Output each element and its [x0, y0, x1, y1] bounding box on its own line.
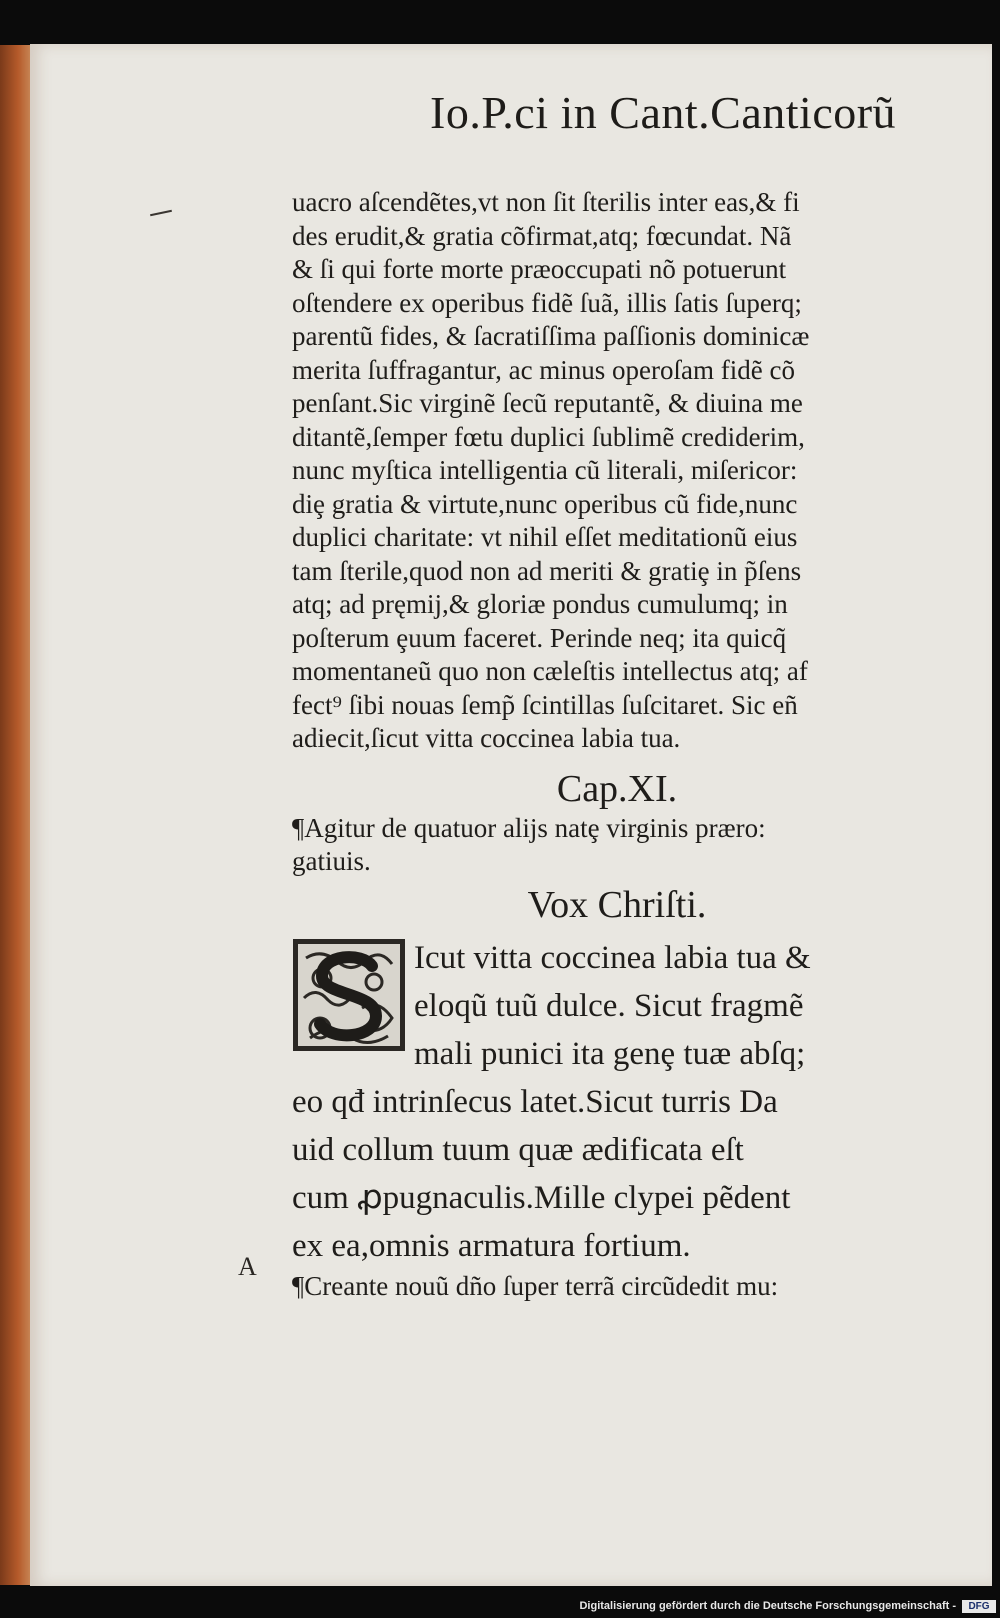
- vox-heading: Vox Chriſti.: [527, 883, 707, 926]
- footer-credit: Digitalisierung gefördert durch die Deutsche Forschungsgemeinschaft -: [579, 1600, 956, 1612]
- body-line: poſterum ȩuum faceret. Perinde neq; ita quicq̃: [292, 622, 787, 653]
- body-line: parentũ fides, & ſacratiſſima paſſionis dominicæ: [292, 321, 810, 351]
- body-line: duplici charitate: vt nihil eſſet meditationũ eius: [292, 522, 798, 552]
- body-line: uacro aſcendẽtes,vt non ſit ſterilis inter eas,& fi: [292, 187, 800, 217]
- body-line: atq; ad pręmij,& gloriæ pondus cumulumq; in: [292, 589, 788, 619]
- body-line: penſant.Sic virginẽ ſecũ reputantẽ, & diuina me: [292, 388, 803, 418]
- body-line: merita ſuffragantur, ac minus operoſam fidẽ cõ: [292, 354, 795, 385]
- body-line: nunc myſtica intelligentia cũ literali, miſericor:: [292, 455, 798, 485]
- verse-line: ex ea,omnis armatura fortium.: [292, 1227, 691, 1264]
- verse-line: uid collum tuum quæ ædificata eſt: [292, 1131, 744, 1168]
- margin-letter: A: [238, 1252, 257, 1281]
- chapter-heading: Cap.XI.: [556, 767, 678, 810]
- body-line: fect⁹ ſibi nouas ſemp̃ ſcintillas ſuſcitaret. Sic eñ: [292, 689, 798, 720]
- body-line: momentaneũ quo non cæleſtis intellectus atq; af: [292, 656, 808, 686]
- verse-line: Icut vitta coccinea labia tua &: [414, 939, 811, 976]
- body-line: oſtendere ex operibus fidẽ ſuã, illis ſatis ſuperq;: [292, 287, 802, 318]
- verse-line: mali punici ita genȩ tuæ abſq;: [414, 1035, 806, 1072]
- rubric-line: ¶Creante nouũ dño ſuper terrã circũdedit mu:: [292, 1270, 779, 1301]
- body-line: des erudit,& gratia cõfirmat,atq; fœcundat. Nã: [292, 220, 792, 251]
- running-head: Io.P.ci in Cant.Canticorũ: [430, 87, 897, 138]
- dfg-logo-icon: DFG: [962, 1600, 996, 1613]
- body-line: diȩ gratia & virtute,nunc operibus cũ fide,nunc: [292, 488, 798, 519]
- decorated-initial-s-icon: [292, 938, 406, 1052]
- body-line: tam ſterile,quod non ad meriti & gratiȩ in p̃ſens: [292, 555, 802, 586]
- body-line: ditantẽ,ſemper fœtu duplici ſublimẽ crediderim,: [292, 421, 805, 452]
- rubric-line: ¶Agitur de quatuor alijs natȩ virginis præro:: [292, 812, 766, 843]
- rubric-line: gatiuis.: [292, 845, 371, 876]
- verse-line: eloqũ tuũ dulce. Sicut fragmẽ: [414, 987, 804, 1024]
- initial-paragraph: [292, 934, 942, 1078]
- verse-line: eo qđ intrinſecus latet.Sicut turris Da: [292, 1083, 778, 1120]
- body-line: & ſi qui forte morte præoccupati nõ potuerunt: [292, 254, 787, 284]
- text-block: [292, 186, 942, 1303]
- body-line: adiecit,ſicut vitta coccinea labia tua.: [292, 723, 681, 753]
- verse-line: cum ꝓpugnaculis.Mille clypei pẽdent: [292, 1179, 791, 1216]
